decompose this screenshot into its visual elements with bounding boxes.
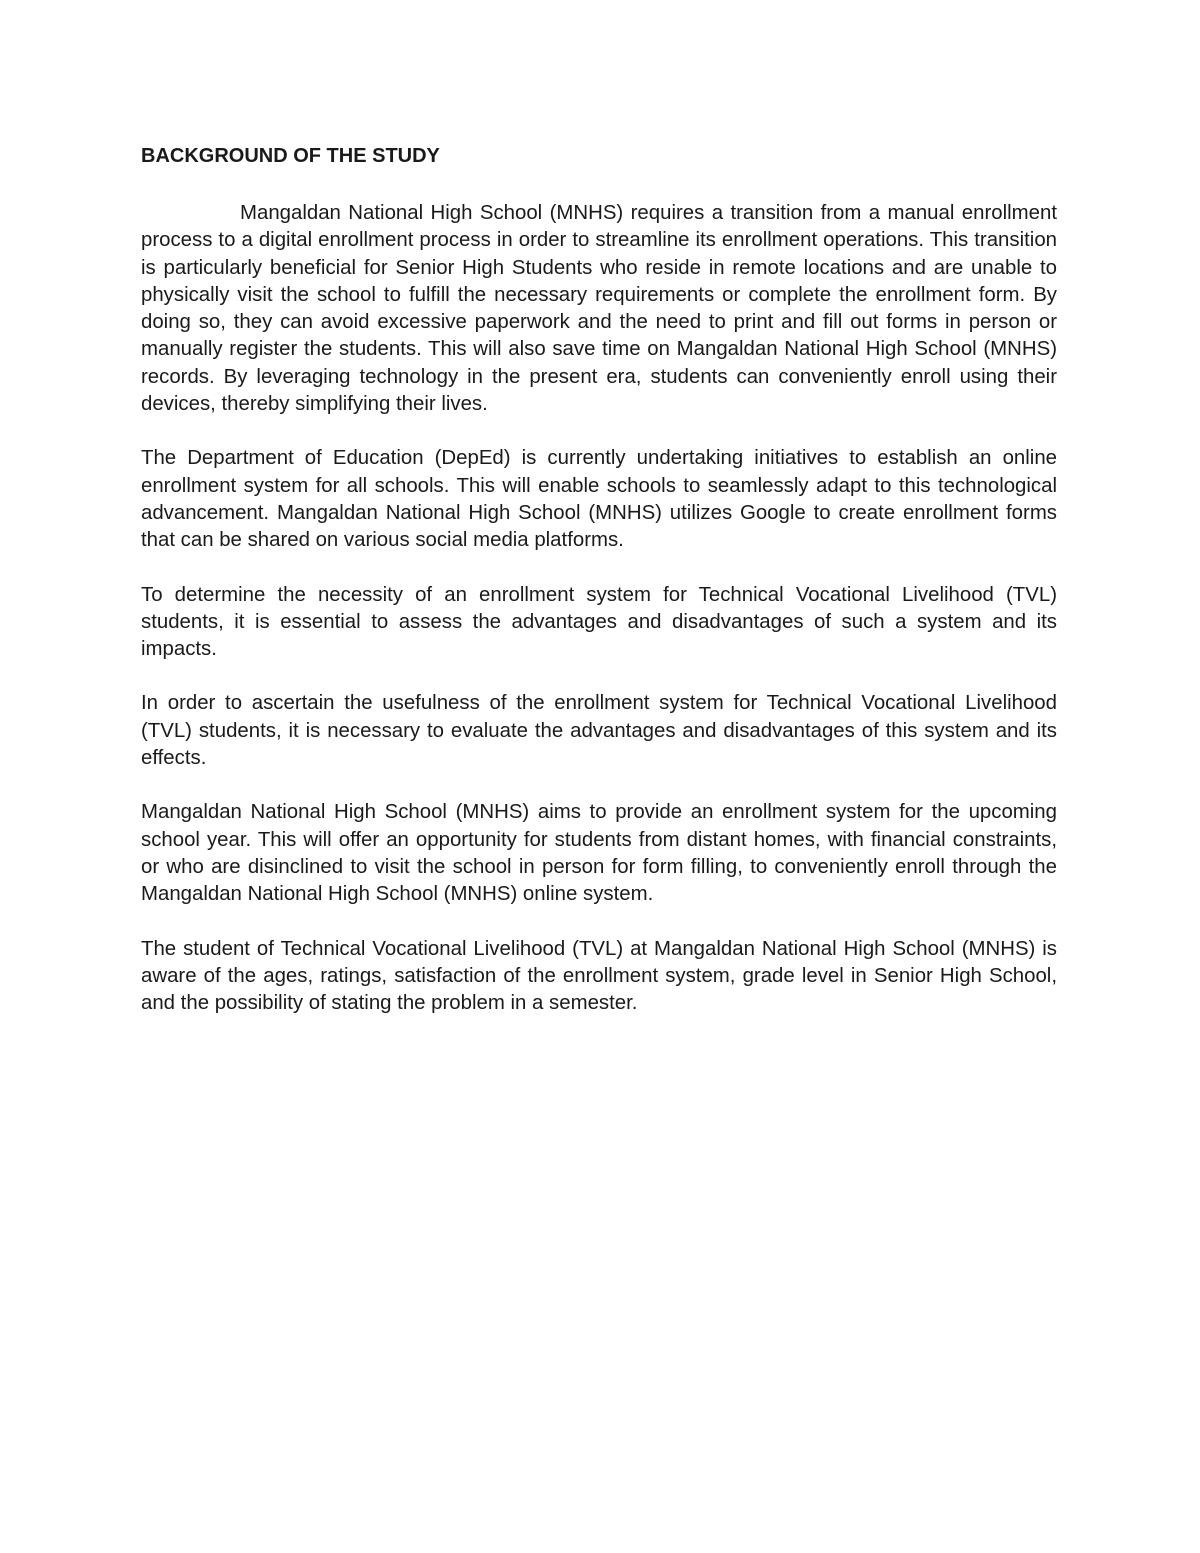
- paragraph-2: The Department of Education (DepEd) is currently undertaking initiatives to establish an online enrollment system for all schools. This will enable schools to seamlessly adapt to this technological advancement. Mangaldan National High School (MNHS) utilizes Google to create enrollment forms that can be shared on various social media platforms.: [141, 447, 1057, 552]
- paragraph-4: In order to ascertain the usefulness of the enrollment system for Technical Vocational Livelihood (TVL) students, it is necessary to evaluate the advantages and disadvantages of this system and its effects.: [141, 692, 1057, 770]
- paragraph-5: Mangaldan National High School (MNHS) aims to provide an enrollment system for the upcoming school year. This will offer an opportunity for students from distant homes, with financial constraints, or who are disinclined to visit the school in person for form filling, to conveniently enroll through the Mangaldan National High School (MNHS) online system.: [141, 801, 1057, 906]
- paragraph-3: To determine the necessity of an enrollment system for Technical Vocational Livelihood (TVL) students, it is essential to assess the advantages and disadvantages of such a system and its impacts.: [141, 583, 1057, 661]
- section-heading: BACKGROUND OF THE STUDY: [141, 145, 440, 167]
- document-body: [141, 142, 1057, 1044]
- paragraph-6: The student of Technical Vocational Livelihood (TVL) at Mangaldan National High School (MNHS) is aware of the ages, ratings, satisfaction of the enrollment system, grade level in Senior High School, and the possibility of stating the problem in a semester.: [141, 937, 1057, 1015]
- paragraph-1: Mangaldan National High School (MNHS) requires a transition from a manual enrollment process to a digital enrollment process in order to streamline its enrollment operations. This transition is particularly beneficial for Senior High Students who reside in remote locations and are unable to physically visit the school to fulfill the necessary requirements or complete the enrollment form. By doing so, they can avoid excessive paperwork and the need to print and fill out forms in person or manually register the students. This will also save time on Mangaldan National High School (MNHS) records. By leveraging technology in the present era, students can conveniently enroll using their devices, thereby simplifying their lives.: [141, 202, 1057, 416]
